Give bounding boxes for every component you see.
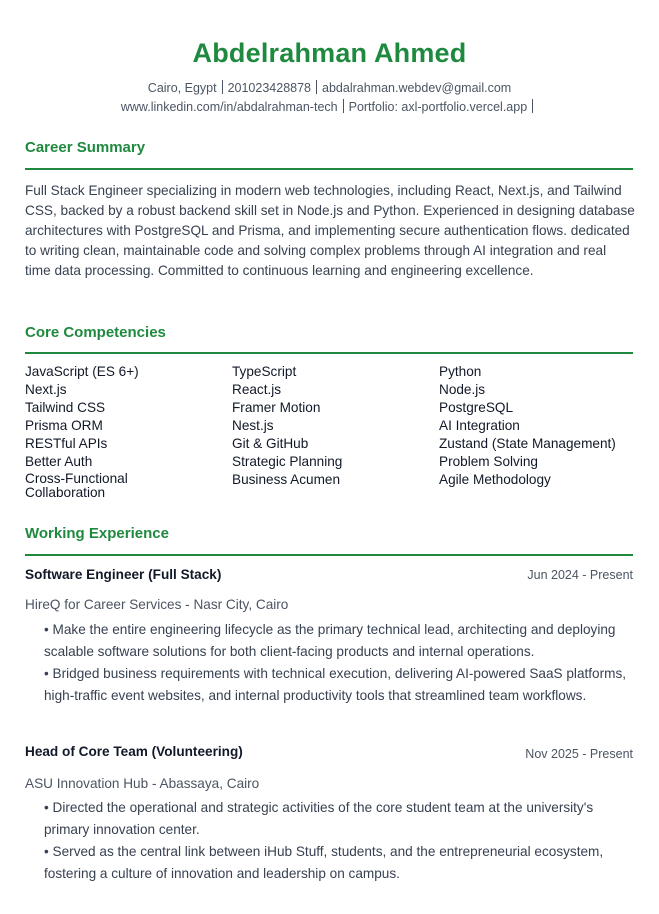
divider bbox=[316, 80, 317, 94]
section-divider bbox=[25, 168, 633, 170]
job-bullet: • Directed the operational and strategic activities of the core student team at the university's primary innovation center. bbox=[44, 800, 594, 837]
section-title-summary: Career Summary bbox=[25, 139, 146, 156]
competency-item: Zustand (State Management) bbox=[439, 436, 616, 451]
competency-item: Node.js bbox=[439, 382, 486, 397]
competency-item: AI Integration bbox=[439, 418, 520, 433]
job-organization: ASU Innovation Hub - Abassaya, Cairo bbox=[25, 776, 260, 791]
candidate-name: Abdelrahman Ahmed bbox=[192, 38, 467, 68]
competency-item: Python bbox=[439, 364, 482, 379]
job-date: Nov 2025 - Present bbox=[525, 747, 633, 761]
competency-item: RESTful APIs bbox=[25, 436, 108, 451]
portfolio-link[interactable]: Portfolio: axl-portfolio.vercel.app bbox=[348, 100, 528, 114]
competency-item: Better Auth bbox=[25, 454, 93, 469]
competency-item: TypeScript bbox=[232, 364, 297, 379]
job-title: Software Engineer (Full Stack) bbox=[25, 567, 222, 582]
competency-item: Strategic Planning bbox=[232, 454, 343, 469]
job-date: Jun 2024 - Present bbox=[527, 568, 633, 582]
section-divider bbox=[25, 554, 633, 556]
competency-item: Prisma ORM bbox=[25, 418, 103, 433]
location: Cairo, Egypt bbox=[147, 81, 217, 95]
section-divider bbox=[25, 352, 633, 354]
section-title-experience: Working Experience bbox=[25, 525, 169, 542]
job-title: Head of Core Team (Volunteering) bbox=[25, 744, 243, 759]
job-organization: HireQ for Career Services - Nasr City, Cairo bbox=[25, 597, 289, 612]
job-bullets bbox=[44, 797, 636, 885]
competency-item: Problem Solving bbox=[439, 454, 538, 469]
competency-item: JavaScript (ES 6+) bbox=[25, 364, 139, 379]
job-bullet: • Served as the central link between iHub Stuff, students, and the entrepreneurial ecosystem, fostering a culture of innovation and leadership on campus. bbox=[44, 844, 604, 881]
divider bbox=[532, 99, 533, 113]
phone: 201023428878 bbox=[227, 81, 312, 95]
competency-item: Cross-Functional Collaboration bbox=[25, 471, 128, 500]
career-summary-text: Full Stack Engineer specializing in modern web technologies, including React, Next.js, and Tailwind CSS, backed by a robust backend skill set in Node.js and Python. Experienced in designing database architectures with PostgreSQL and Prisma, and implementing secure authentication flows. dedicated to writing clean, maintainable code and solving complex problems through AI integration and real time data processing. Committed to continuous learning and engineering excellence. bbox=[25, 183, 635, 278]
linkedin-link[interactable]: www.linkedin.com/in/abdalrahman-tech bbox=[120, 100, 338, 114]
competencies-grid bbox=[25, 364, 635, 502]
divider bbox=[343, 99, 344, 113]
job-bullet: • Bridged business requirements with technical execution, delivering AI-powered SaaS platforms, high-traffic event websites, and internal productivity tools that streamlined team workflows. bbox=[44, 666, 627, 703]
competency-item: Git & GitHub bbox=[232, 436, 309, 451]
job-bullets bbox=[44, 619, 636, 707]
contact-line-1 bbox=[0, 80, 659, 95]
competency-item: Nest.js bbox=[232, 418, 274, 433]
competency-item: Tailwind CSS bbox=[25, 400, 106, 415]
competency-item: Framer Motion bbox=[232, 400, 321, 415]
competency-item: Next.js bbox=[25, 382, 67, 397]
competency-item: PostgreSQL bbox=[439, 400, 514, 415]
email-link[interactable]: abdalrahman.webdev@gmail.com bbox=[322, 81, 512, 95]
divider bbox=[222, 80, 223, 94]
competency-item: Agile Methodology bbox=[439, 472, 551, 487]
contact-line-2 bbox=[0, 99, 659, 114]
job-bullet: • Make the entire engineering lifecycle as the primary technical lead, architecting and deploying scalable software solutions for both client-facing products and internal operations. bbox=[44, 622, 616, 659]
section-title-competencies: Core Competencies bbox=[25, 324, 166, 341]
competency-item: React.js bbox=[232, 382, 282, 397]
competency-item: Business Acumen bbox=[232, 472, 341, 487]
